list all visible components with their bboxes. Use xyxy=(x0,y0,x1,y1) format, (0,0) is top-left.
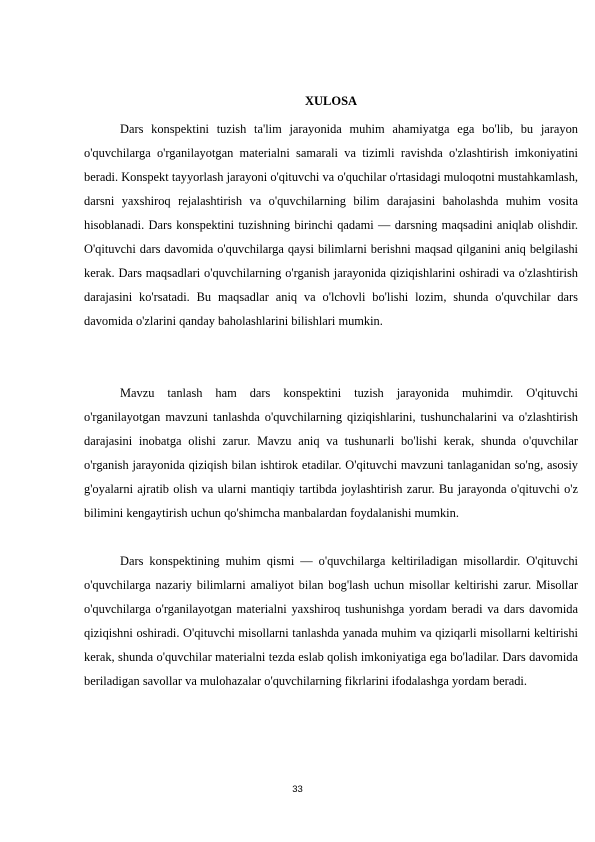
page-number: 33 xyxy=(292,784,303,795)
paragraph-1: Dars konspektini tuzish ta'lim jarayonida muhim ahamiyatga ega bo'lib, bu jarayon o'quvchilarga o'rganilayotgan materialni samarali va tizimli ravishda o'zlashtirish imkoniyatini beradi. Konspekt tayyorlash jarayoni o'qituvchi va o'quchilar o'rtasidagi muloqotni mustahkamlash, darsni yaxshiroq rejalashtirish va o'quvchilarning bilim darajasini baholashda muhim vosita hisoblanadi. Dars konspektini tuzishning birinchi qadami — darsning maqsadini aniqlab olishdir. O'qituvchi dars davomida o'quvchilarga qaysi bilimlarni berishni maqsad qilganini aniq belgilashi kerak. Dars maqsadlari o'quvchilarning o'rganish jarayonida qiziqishlarini oshiradi va o'zlashtirish darajasini ko'rsatadi. Bu maqsadlar aniq va o'lchovli bo'lishi lozim, shunda o'quvchilar dars davomida o'zlarini qanday baholashlarini bilishlari mumkin. xyxy=(84,122,578,328)
paragraph-3: Dars konspektining muhim qismi — o'quvchilarga keltiriladigan misollardir. O'qituvchi o'quvchilarga nazariy bilimlarni amaliyot bilan bog'lash uchun misollar keltirishi zarur. Misollar o'quvchilarga o'rganilayotgan materialni yaxshiroq tushunishga yordam beradi va dars davomida qiziqishni oshiradi. O'qituvchi misollarni tanlashda yanada muhim va qiziqarli misollarni keltirishi kerak, shunda o'quvchilar materialni tezda eslab qolish imkoniyatiga ega bo'ladilar. Dars davomida beriladigan savollar va mulohazalar o'quvchilarning fikrlarini ifodalashga yordam beradi. xyxy=(84,554,578,688)
paragraph-2: Mavzu tanlash ham dars konspektini tuzish jarayonida muhimdir. O'qituvchi o'rganilayotgan mavzuni tanlashda o'quvchilarning qiziqishlarini, tushunchalarini va o'zlashtirish darajasini inobatga olishi zarur. Mavzu aniq va tushunarli bo'lishi kerak, shunda o'quvchilar o'rganish jarayonida qiziqish bilan ishtirok etadilar. O'qituvchi mavzuni tanlaganidan so'ng, asosiy g'oyalarni ajratib olish va ularni mantiqiy tartibda joylashtirish zarur. Bu jarayonda o'qituvchi o'z bilimini kengaytirish uchun qo'shimcha manbalardan foydalanishi mumkin. xyxy=(84,386,578,520)
section-title: XULOSA xyxy=(304,94,358,108)
